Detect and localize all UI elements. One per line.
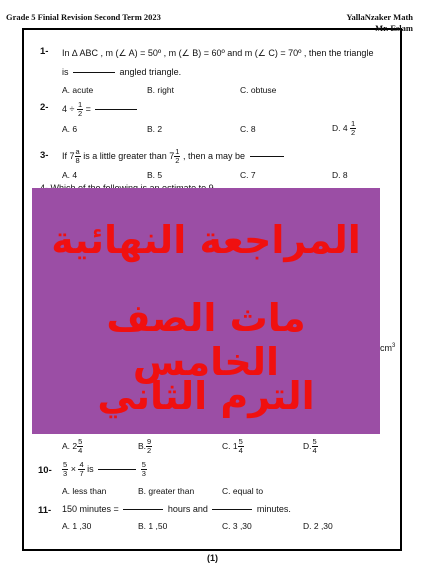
q3-option-c: C. 7: [240, 170, 256, 180]
q10-expression: [62, 461, 147, 478]
cm3-unit: [380, 343, 395, 353]
q2-option-d: [332, 120, 356, 137]
banner-line-1: المراجعة النهائية: [51, 218, 361, 262]
q10-number: 10-: [38, 465, 52, 476]
q2-expr-pre: 4 ÷: [62, 103, 75, 114]
q9-b-label: B.: [138, 440, 147, 451]
q2-fraction: [77, 101, 83, 118]
q9-d-num: 5: [312, 437, 317, 446]
q10-b-num: 4: [79, 460, 84, 469]
q9-b-num: 9: [147, 437, 152, 446]
q11-number: 11-: [38, 505, 52, 516]
q3-text: [62, 148, 286, 165]
q10-frac-b: [78, 461, 84, 478]
q3-option-d: D. 8: [332, 170, 348, 180]
q9-c-label: C. 1: [222, 440, 238, 451]
q1-line2: [62, 67, 181, 77]
q9-d-frac: [312, 438, 318, 455]
cm3-sup: 3: [392, 343, 396, 349]
q1-blank: [73, 72, 115, 73]
q11-blank-1: [123, 509, 163, 510]
q2-expression: [62, 101, 139, 118]
q9-c-frac: [238, 438, 244, 455]
q10-c-den: 3: [141, 469, 146, 478]
q3-post: , then a may be: [182, 150, 245, 161]
q1-option-a: A. acute: [62, 85, 94, 95]
q9-a-den: 4: [78, 446, 83, 455]
q3-f2-num: 1: [175, 147, 180, 156]
q10-times: ×: [70, 463, 76, 474]
q2-optd-label: D. 4: [332, 122, 348, 133]
q2-blank: [95, 109, 137, 110]
q11-mid: hours and: [167, 504, 208, 514]
q1-option-b: B. right: [147, 85, 174, 95]
q10-is: is: [87, 463, 94, 474]
q11-option-b: B. 1 ,50: [138, 521, 168, 531]
q11-text: [62, 504, 291, 514]
header-site: YallaNzaker Math: [346, 12, 413, 22]
q10-a-den: 3: [63, 469, 68, 478]
q9-option-d: [303, 438, 318, 455]
arabic-title-banner: [32, 188, 380, 434]
q10-blank: [98, 469, 136, 470]
q2-optd-fraction: [350, 120, 356, 137]
q11-option-a: A. 1 ,30: [62, 521, 92, 531]
q11-blank-2: [212, 509, 252, 510]
header-author: [346, 12, 413, 34]
q2-frac-num: 1: [77, 100, 83, 109]
q3-number: 3-: [40, 150, 49, 161]
q9-d-label: D.: [303, 440, 312, 451]
q10-option-b: B. greater than: [138, 486, 195, 496]
q2-option-b: B. 2: [147, 124, 163, 134]
q2-optd-den: 2: [350, 128, 356, 137]
q3-option-b: B. 5: [147, 170, 163, 180]
q9-b-frac: [146, 438, 152, 455]
q10-frac-a: [62, 461, 68, 478]
q9-c-den: 4: [238, 446, 243, 455]
q9-option-c: [222, 438, 244, 455]
q9-a-label: A. 2: [62, 440, 78, 451]
q10-frac-c: [141, 461, 147, 478]
q2-optd-num: 1: [350, 119, 356, 128]
q3-frac-1: [75, 148, 81, 165]
q9-b-den: 2: [147, 446, 152, 455]
q2-expr-post: =: [85, 103, 91, 114]
q1-line1: In ∆ ABC , m (∠ A) = 50º , m (∠ B) = 60º and m (∠ C) = 70º , then the triangle: [62, 48, 374, 58]
page-number: (1): [207, 553, 218, 563]
q1-line2-post: angled triangle.: [119, 67, 182, 77]
header-teacher: Mr. Eslam: [375, 23, 413, 33]
q11-option-d: D. 2 ,30: [303, 521, 333, 531]
q9-a-num: 5: [78, 437, 83, 446]
q9-option-b: [138, 438, 152, 455]
q3-f1-den: 8: [75, 156, 80, 165]
banner-line-3: الترم الثاني: [97, 374, 315, 418]
q2-number: 2-: [40, 102, 49, 113]
header-title: Grade 5 Finial Revision Second Term 2023: [6, 12, 161, 22]
q10-option-a: A. less than: [62, 486, 107, 496]
q9-a-frac: [77, 438, 83, 455]
q9-c-num: 5: [238, 437, 243, 446]
q10-b-den: 7: [79, 469, 84, 478]
q10-option-c: C. equal to: [222, 486, 264, 496]
q2-frac-den: 2: [77, 109, 83, 118]
q11-option-c: C. 3 ,30: [222, 521, 252, 531]
q10-c-num: 5: [141, 460, 146, 469]
q3-mid: is a little greater than 7: [83, 150, 175, 161]
q11-post: minutes.: [256, 504, 291, 514]
q3-option-a: A. 4: [62, 170, 78, 180]
q1-option-c: C. obtuse: [240, 85, 277, 95]
cm3-text: cm: [380, 343, 392, 353]
q11-pre: 150 minutes =: [62, 504, 119, 514]
q3-pre: If 7: [62, 150, 75, 161]
q9-option-a: [62, 438, 83, 455]
q10-a-num: 5: [63, 460, 68, 469]
q2-option-a: A. 6: [62, 124, 78, 134]
banner-line-2: ماث الصف الخامس: [106, 296, 306, 384]
q3-blank: [250, 156, 284, 157]
q3-frac-2: [174, 148, 180, 165]
q3-f1-num: a: [75, 147, 80, 156]
q2-option-c: C. 8: [240, 124, 256, 134]
q9-d-den: 4: [312, 446, 317, 455]
q3-f2-den: 2: [175, 156, 180, 165]
q1-number: 1-: [40, 46, 49, 57]
q1-line2-pre: is: [62, 67, 69, 77]
